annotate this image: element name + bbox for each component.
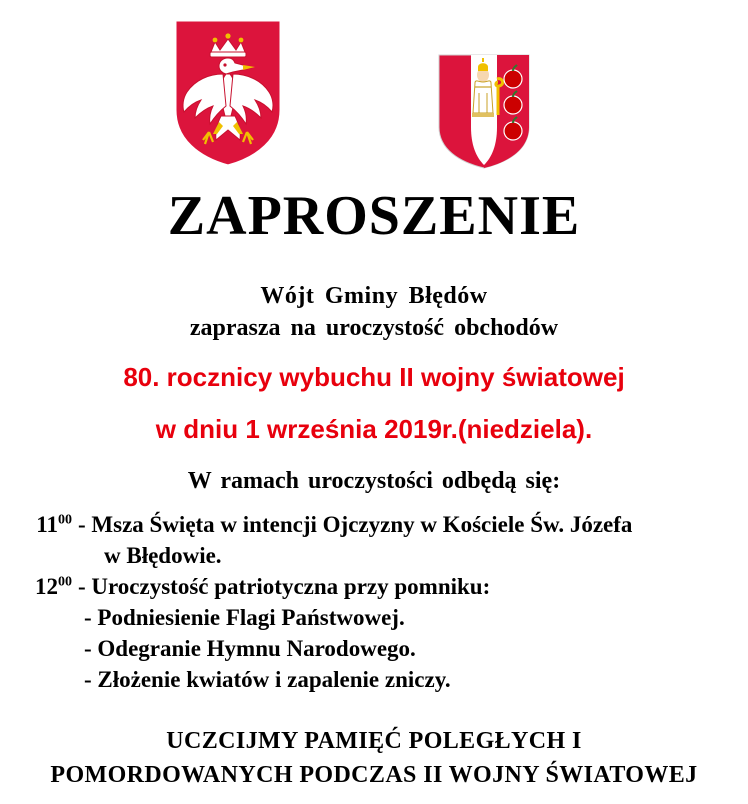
program-item-continuation: w Błędowie. [104, 543, 222, 568]
program-list [0, 512, 748, 698]
polish-eagle-coat-of-arms-icon [173, 18, 283, 168]
program-subitem: - Złożenie kwiatów i zapalenie zniczy. [84, 667, 451, 692]
crest-row [0, 18, 748, 168]
invitation-line-2: zaprasza na uroczystość obchodów [189, 315, 559, 341]
program-item [0, 574, 748, 605]
bledow-commune-coat-of-arms-icon [437, 53, 531, 170]
highlight-line-1: 80. rocznicy wybuchu II wojny światowej [123, 362, 625, 392]
program-header: W ramach uroczystości odbędą się: [187, 468, 561, 494]
program-item-text: - Uroczystość patriotyczna przy pomniku: [78, 574, 491, 599]
program-subitem: - Podniesienie Flagi Państwowej. [84, 605, 405, 630]
highlight-line-2: w dniu 1 września 2019r.(niedziela). [155, 414, 593, 444]
invitation-line-1: Wójt Gminy Błędów [260, 283, 488, 309]
program-item [0, 512, 748, 543]
program-item-time: $11^{00}$ [36, 512, 72, 537]
page-title: ZAPROSZENIE [167, 185, 581, 247]
program-item-time: $12^{00}$ [35, 574, 72, 599]
program-item-text: - Msza Święta w intencji Ojczyzny w Kościele Św. Józefa [78, 512, 633, 537]
program-subitem: - Odegranie Hymnu Narodowego. [84, 636, 416, 661]
footer-line-2: POMORDOWANYCH PODCZAS II WOJNY ŚWIATOWEJ [50, 762, 698, 788]
footer-line-1: UCZCIJMY PAMIĘĆ POLEGŁYCH I [166, 728, 582, 754]
